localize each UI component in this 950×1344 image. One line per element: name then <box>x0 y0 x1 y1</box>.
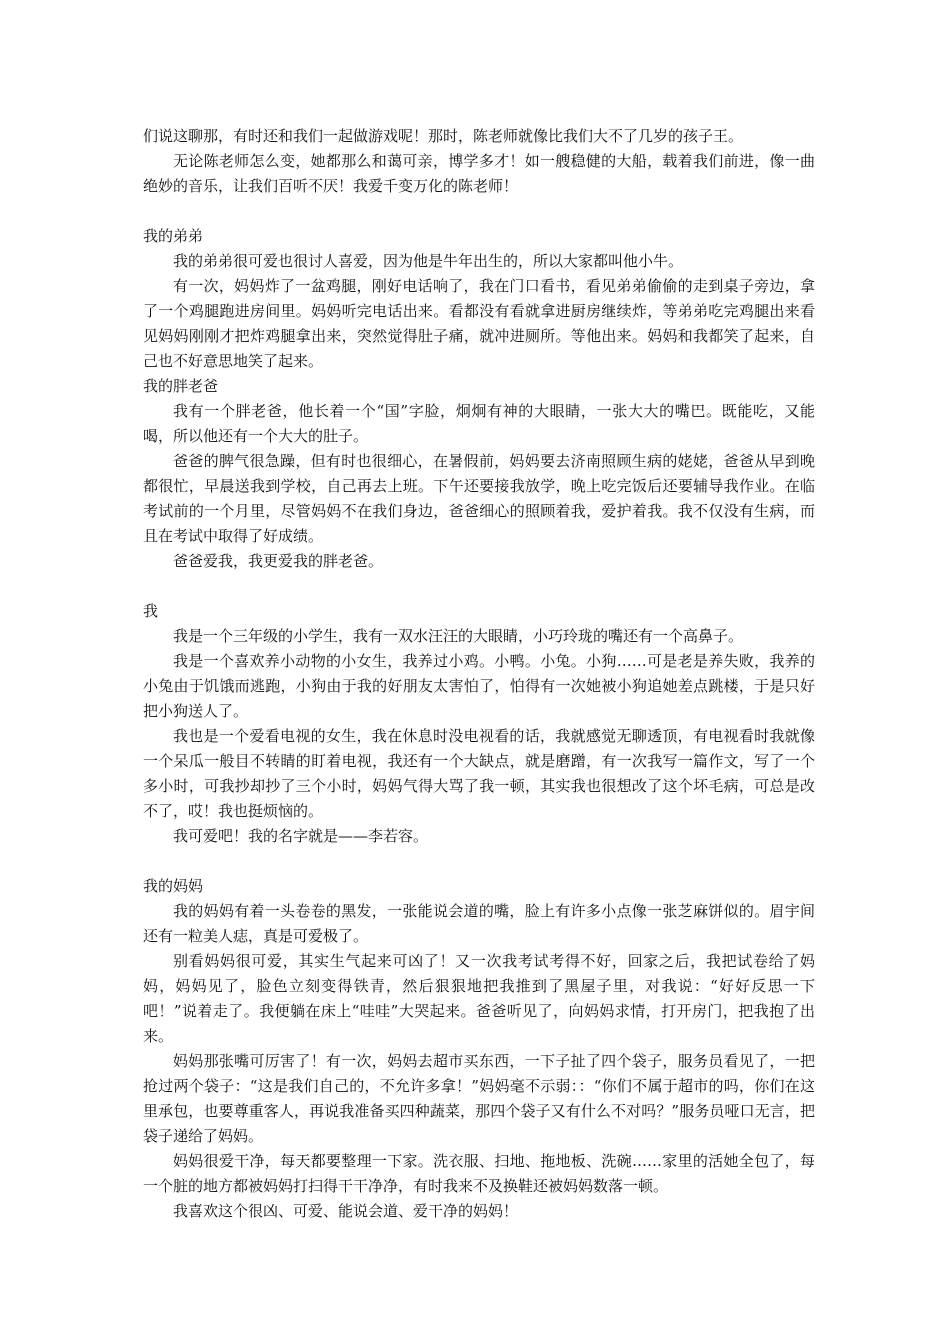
section-title: 我的弟弟 <box>143 227 204 245</box>
paragraph: 无论陈老师怎么变，她都那么和蔼可亲，博学多才！如一艘稳健的大船，载着我们前进，像一曲绝妙的音乐，让我们百听不厌！我爱千变万化的陈老师！ <box>143 152 815 195</box>
paragraph: 我也是一个爱看电视的女生，我在休息时没电视看的话，我就感觉无聊透顶，有电视看时我就像一个呆瓜一般目不转睛的盯着电视，我还有一个大缺点，就是磨蹭，有一次我写一篇作文，写了一个多小时，可我抄却抄了三个小时，妈妈气得大骂了我一顿，其实我也很想改了这个坏毛病，可总是改不了，哎！我也挺烦恼的。 <box>143 727 815 820</box>
paragraph: 别看妈妈很可爱，其实生气起来可凶了！又一次我考试考得不好，回家之后，我把试卷给了妈妈，妈妈见了，脸色立刻变得铁青，然后狠狠地把我推到了黑屋子里，对我说：“好好反思一下吧！”说着走了。我便躺在床上“哇哇”大哭起来。爸爸听见了，向妈妈求情，打开房门，把我抱了出来。 <box>143 952 815 1045</box>
paragraph: 我可爱吧！我的名字就是——李若容。 <box>173 827 429 845</box>
paragraph: 我喜欢这个很凶、可爱、能说会道、爱干净的妈妈！ <box>173 1202 519 1220</box>
section-title: 我的胖老爸 <box>143 377 219 395</box>
paragraph: 爸爸的脾气很急躁，但有时也很细心，在暑假前，妈妈要去济南照顾生病的姥姥，爸爸从早到晚都很忙，早晨送我到学校，自己再去上班。下午还要接我放学，晚上吃完饭后还要辅导我作业。在临考试前的一个月里，尽管妈妈不在我们身边，爸爸细心的照顾着我，爱护着我。我不仅没有生病，而且在考试中取得了好成绩。 <box>143 452 815 545</box>
paragraph: 妈妈那张嘴可厉害了！有一次，妈妈去超市买东西，一下子扯了四个袋子，服务员看见了，一把抢过两个袋子：“这是我们自己的，不允许多拿！”妈妈毫不示弱：：“你们不属于超市的吗，你们在这里承包，也要尊重客人，再说我准备买四种蔬菜，那四个袋子又有什么不对吗？”服务员哑口无言，把袋子递给了妈妈。 <box>143 1052 815 1145</box>
paragraph-continuation: 们说这聊那，有时还和我们一起做游戏呢！那时，陈老师就像比我们大不了几岁的孩子王。 <box>143 127 744 145</box>
section-gap <box>143 199 815 224</box>
section-title: 我 <box>143 602 159 620</box>
section-title: 我的妈妈 <box>143 877 204 895</box>
section-gap <box>143 849 815 874</box>
section-gap <box>143 574 815 599</box>
paragraph: 爸爸爱我，我更爱我的胖老爸。 <box>173 552 384 570</box>
paragraph: 我是一个三年级的小学生，我有一双水汪汪的大眼睛，小巧玲珑的嘴还有一个高鼻子。 <box>173 627 744 645</box>
paragraph: 我有一个胖老爸，他长着一个“国”字脸，炯炯有神的大眼睛，一张大大的嘴巴。既能吃，又能喝，所以他还有一个大大的肚子。 <box>143 402 815 445</box>
paragraph: 我的妈妈有着一头卷卷的黑发，一张能说会道的嘴，脸上有许多小点像一张芝麻饼似的。眉宇间还有一粒美人痣，真是可爱极了。 <box>143 902 815 945</box>
paragraph: 有一次，妈妈炸了一盆鸡腿，刚好电话响了，我在门口看书，看见弟弟偷偷的走到桌子旁边，拿了一个鸡腿跑进房间里。妈妈听完电话出来。看都没有看就拿进厨房继续炸，等弟弟吃完鸡腿出来看见妈妈刚刚才把炸鸡腿拿出来，突然觉得肚子痛，就冲进厕所。等他出来。妈妈和我都笑了起来，自己也不好意思地笑了起来。 <box>143 277 815 370</box>
paragraph: 我是一个喜欢养小动物的小女生，我养过小鸡。小鸭。小兔。小狗……可是老是养失败，我养的小兔由于饥饿而逃跑，小狗由于我的好朋友太害怕了，怕得有一次她被小狗追她差点跳楼，于是只好把小狗送人了。 <box>143 652 815 720</box>
paragraph: 妈妈很爱干净，每天都要整理一下家。洗衣服、扫地、拖地板、洗碗……家里的活她全包了，每一个脏的地方都被妈妈打扫得干干净净，有时我来不及换鞋还被妈妈数落一顿。 <box>143 1152 815 1195</box>
paragraph: 我的弟弟很可爱也很讨人喜爱，因为他是牛年出生的，所以大家都叫他小牛。 <box>173 252 684 270</box>
document-page <box>143 124 815 1224</box>
